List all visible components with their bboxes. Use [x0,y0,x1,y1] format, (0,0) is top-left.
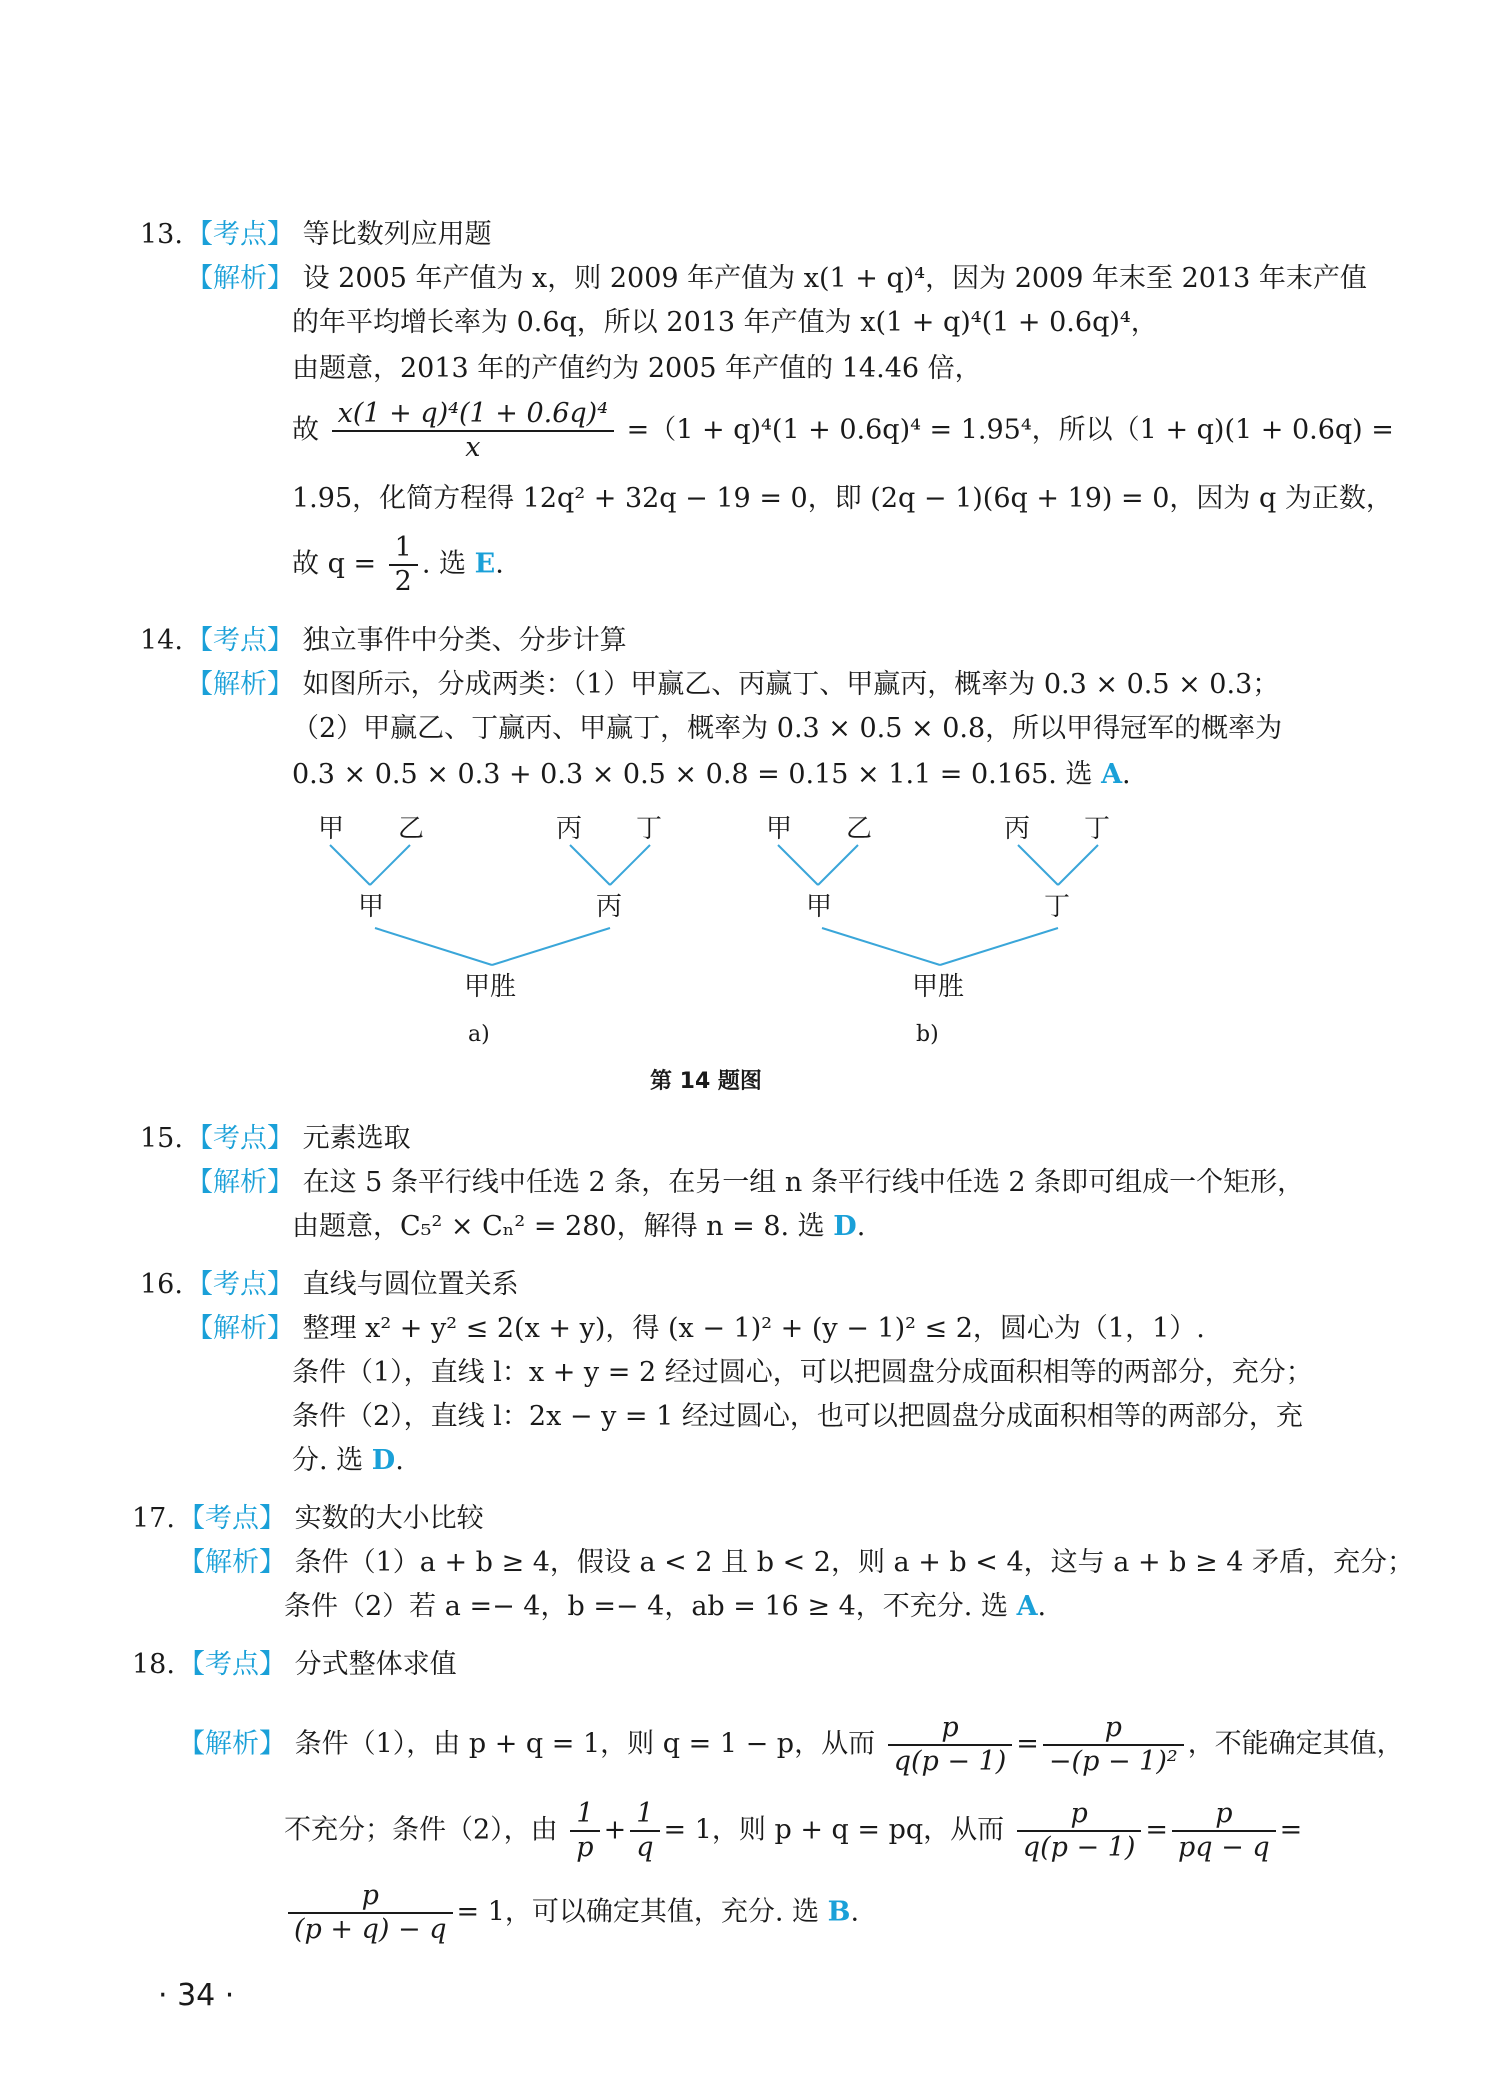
q16-jiexi-tag: 【解析】 [186,1313,294,1344]
diagram-b-top-2: 乙 [846,814,873,844]
q18-l2-f2-den: q [636,1832,654,1863]
q18-l2-f1-num: 1 [570,1798,599,1832]
q16-line2: 条件（1），直线 l：x + y = 2 经过圆心，可以把圆盘分成面积相等的两部分，充分； [292,1357,1313,1388]
q18-l2-frac4 [1172,1798,1276,1864]
q17-number: 17. [132,1503,175,1534]
q18-l3-end: . [850,1896,860,1928]
q13-l6-prefix: 故 q = [292,548,377,580]
q15-l2-main: 由题意，C₅² × Cₙ² = 280，解得 n = 8. 选 [292,1211,825,1242]
q14-line2: （2）甲赢乙、丁赢丙、甲赢丁，概率为 0.3 × 0.5 × 0.8，所以甲得冠军的概率为 [292,713,1283,744]
diagram-b-line [818,845,858,885]
q13-ans-num: 1 [389,532,418,566]
q16-text1: 整理 x² + y² ≤ 2(x + y)，得 (x − 1)² + (y − 1)² ≤ 2，圆心为（1，1）. [302,1313,1205,1344]
q18-header [132,1648,457,1682]
q18-l2-f4-num: p [1172,1798,1276,1832]
q14-l3-main: 0.3 × 0.5 × 0.3 + 0.3 × 0.5 × 0.8 = 0.15 × 1.1 = 0.165. 选 [292,759,1093,790]
diagram-b-winner: 甲胜 [912,972,965,1002]
diagram-a-mid-1: 甲 [358,892,385,922]
q14-text1: 如图所示，分成两类：（1）甲赢乙、丙赢丁、甲赢丙，概率为 0.3 × 0.5 × 0.3； [302,669,1280,700]
q18-l2-f2-num: 1 [630,1798,659,1832]
q13-l6-end: . [495,548,504,580]
q17-jiexi-tag: 【解析】 [178,1547,286,1578]
q15-line1 [186,1166,1304,1200]
q18-l2-f4-den: pq − q [1178,1832,1270,1863]
q16-line1 [186,1312,1205,1346]
q18-l3-f-den: (p + q) − q [294,1914,447,1945]
q13-kaodian-tag: 【考点】 [186,219,294,250]
q13-l4-prefix: 故 [292,414,319,446]
q18-l2-b: = 1，则 p + q = pq，从而 [663,1814,1005,1846]
q18-l2-f3-den: q(p − 1) [1022,1832,1136,1863]
q16-l4-end: . [395,1445,404,1476]
q14-jiexi-tag: 【解析】 [186,669,294,700]
q13-l4-rest: =（1 + q)⁴(1 + 0.6q)⁴ = 1.95⁴，所以（1 + q)(1 + 0.6q) = [626,414,1394,446]
q15-header [140,1122,411,1156]
diagram-b-line [940,928,1058,965]
diagram-a-line [375,928,492,965]
q18-l1-eq: = [1016,1728,1039,1760]
q16-number: 16. [140,1269,183,1300]
q13-line3: 由题意，2013 年的产值约为 2005 年产值的 14.46 倍， [292,353,982,384]
q13-frac-den: x [465,432,481,463]
figure-caption: 第 14 题图 [650,1069,762,1094]
q17-l2-end: . [1037,1591,1047,1622]
q18-l1-frac2 [1043,1712,1184,1778]
q17-line1 [178,1546,1414,1580]
q18-l3-main: = 1，可以确定其值，充分. 选 [456,1896,820,1928]
diagram-a-top-2: 乙 [398,814,425,844]
diagram-a-top-3: 丙 [556,814,583,844]
q18-topic: 分式整体求值 [294,1649,457,1680]
q13-l6-mid: . 选 [421,548,467,580]
q16-kaodian-tag: 【考点】 [186,1269,294,1300]
page-number: · 34 · [158,1978,235,2013]
diagram-a-mid-2: 丙 [596,892,623,922]
q15-number: 15. [140,1123,183,1154]
q18-l2-end: = [1279,1814,1303,1846]
q17-line2 [284,1590,1046,1624]
diagram-a-top-1: 甲 [318,814,345,844]
q14-topic: 独立事件中分类、分步计算 [302,625,627,656]
q17-text1: 条件（1）a + b ≥ 4，假设 a < 2 且 b < 2，则 a + b < 4，这与 a + b ≥ 4 矛盾，充分； [294,1547,1414,1578]
q15-kaodian-tag: 【考点】 [186,1123,294,1154]
diagram-b-line [778,845,818,885]
q15-text1: 在这 5 条平行线中任选 2 条，在另一组 n 条平行线中任选 2 条即可组成一个矩形， [302,1167,1305,1198]
diagram-a-line [570,845,610,885]
diagram-a-line [370,845,410,885]
q18-l2-eq: = [1145,1814,1169,1846]
q18-l2-f3-num: p [1017,1798,1142,1832]
q17-kaodian-tag: 【考点】 [178,1503,286,1534]
q17-answer: A [1016,1591,1038,1622]
diagram-b-caption: b) [916,1022,939,1047]
q18-l2-f1-den: p [576,1832,594,1863]
diagram-b-mid-2: 丁 [1044,892,1071,922]
q18-number: 18. [132,1649,175,1680]
diagram-a-caption: a) [468,1022,490,1047]
diagram-b-top-3: 丙 [1004,814,1031,844]
q14-answer: A [1101,759,1123,790]
q18-l2-frac1 [570,1798,599,1864]
q18-l1-f1-den: q(p − 1) [893,1746,1007,1777]
q18-l1-a: 条件（1），由 p + q = 1，则 q = 1 − p，从而 [294,1728,876,1760]
q13-line2: 的年平均增长率为 0.6q，所以 2013 年产值为 x(1 + q)⁴(1 + 0.6q)⁴， [292,307,1158,338]
q13-ans-den: 2 [394,566,412,597]
q18-l2-frac3 [1017,1798,1142,1864]
q15-l2-end: . [856,1211,866,1242]
q13-topic: 等比数列应用题 [302,219,492,250]
q18-l3-f-num: p [288,1880,453,1914]
q18-l2-frac2 [630,1798,659,1864]
diagram-b-line [1018,845,1058,885]
diagram-b-line [1058,845,1098,885]
diagram-b-line [822,928,940,965]
q13-line5: 1.95，化简方程得 12q² + 32q − 19 = 0，即 (2q − 1)(6q + 19) = 0，因为 q 为正数， [292,483,1393,514]
q16-line4 [292,1444,404,1478]
q18-l2-plus: + [603,1814,627,1846]
q18-l1-f2-den: −(p − 1)² [1048,1746,1178,1777]
q14-kaodian-tag: 【考点】 [186,625,294,656]
q18-l1-f1-num: p [888,1712,1013,1746]
q13-text1: 设 2005 年产值为 x，则 2009 年产值为 x(1 + q)⁴，因为 2009 年末至 2013 年末产值 [302,263,1367,294]
q18-l1-f2-num: p [1043,1712,1184,1746]
q13-number: 13. [140,219,183,250]
q18-l3-frac [288,1880,453,1946]
q16-header [140,1268,519,1302]
q13-jiexi-tag: 【解析】 [186,263,294,294]
q13-frac-num: x(1 + q)⁴(1 + 0.6q)⁴ [332,398,614,432]
q18-answer: B [827,1896,851,1928]
diagram-a-winner: 甲胜 [464,972,517,1002]
q14-number: 14. [140,625,183,656]
diagram-a-line [330,845,370,885]
q16-answer: D [371,1445,396,1476]
q17-header [132,1502,484,1536]
q15-jiexi-tag: 【解析】 [186,1167,294,1198]
diagram-b-top-1: 甲 [766,814,793,844]
q15-topic: 元素选取 [302,1123,411,1154]
q17-topic: 实数的大小比较 [294,1503,484,1534]
q17-l2-main: 条件（2）若 a =− 4，b =− 4，ab = 16 ≥ 4，不充分. 选 [284,1591,1008,1622]
q14-l3-end: . [1122,759,1131,790]
q15-answer: D [833,1211,857,1242]
q18-line2 [284,1798,1302,1864]
q18-l1-b: ，不能确定其值， [1187,1728,1404,1760]
diagram-a-line [610,845,650,885]
q16-topic: 直线与圆位置关系 [302,1269,519,1300]
q18-l2-a: 不充分；条件（2），由 [284,1814,558,1846]
q16-l4-main: 分. 选 [292,1445,364,1476]
q13-answer: E [474,548,496,580]
diagram-a-line [492,928,610,965]
diagram-b-mid-1: 甲 [806,892,833,922]
q16-line3: 条件（2），直线 l：2x − y = 1 经过圆心，也可以把圆盘分成面积相等的两部分，充 [292,1401,1303,1432]
q18-jiexi-tag: 【解析】 [178,1728,286,1760]
diagram-a-top-4: 丁 [636,814,663,844]
q18-line1 [178,1712,1404,1778]
diagram-b-top-4: 丁 [1084,814,1111,844]
q15-line2 [292,1210,865,1244]
q18-line3 [284,1880,859,1946]
q18-kaodian-tag: 【考点】 [178,1649,286,1680]
q18-l1-frac1 [888,1712,1013,1778]
